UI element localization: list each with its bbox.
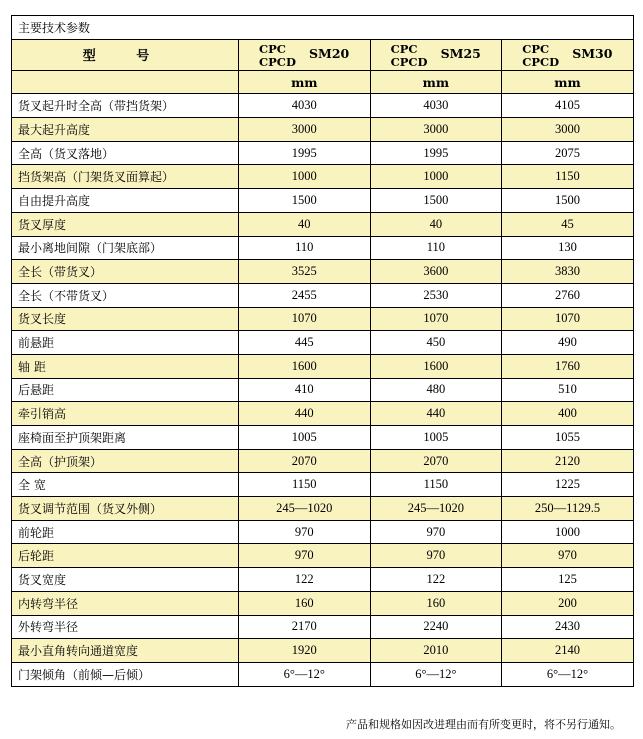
param-value: 2760 [502, 283, 634, 307]
param-value: 160 [239, 591, 371, 615]
param-name: 货叉长度 [12, 307, 239, 331]
param-value: 110 [370, 236, 502, 260]
param-value: 1225 [502, 473, 634, 497]
param-value: 1000 [502, 520, 634, 544]
param-value: 122 [239, 568, 371, 592]
param-value: 2455 [239, 283, 371, 307]
table-row [12, 189, 634, 213]
param-value: 1995 [370, 141, 502, 165]
param-value: 1150 [239, 473, 371, 497]
param-value: 6°—12° [502, 662, 634, 686]
table-row [12, 591, 634, 615]
table-row [12, 544, 634, 568]
param-value: 510 [502, 378, 634, 402]
param-name: 最小直角转向通道宽度 [12, 639, 239, 663]
param-value: 3525 [239, 260, 371, 284]
param-value: 45 [502, 212, 634, 236]
table-row [12, 165, 634, 189]
param-value: 440 [239, 402, 371, 426]
table-title: 主要技术参数 [12, 16, 634, 40]
model-code: SM25 [440, 45, 481, 61]
model-line2: CPCD [522, 54, 560, 69]
param-name: 自由提升高度 [12, 189, 239, 213]
model-code: SM20 [309, 45, 350, 61]
table-row [12, 94, 634, 118]
param-value: 125 [502, 568, 634, 592]
param-value: 2070 [370, 449, 502, 473]
param-value: 3830 [502, 260, 634, 284]
model-header-sm25 [370, 39, 502, 70]
param-name: 后悬距 [12, 378, 239, 402]
param-value: 2010 [370, 639, 502, 663]
param-name: 前悬距 [12, 331, 239, 355]
param-value: 250—1129.5 [502, 497, 634, 521]
param-value: 4030 [239, 94, 371, 118]
param-name: 全 宽 [12, 473, 239, 497]
param-value: 1005 [239, 426, 371, 450]
param-value: 1600 [239, 354, 371, 378]
param-value: 160 [370, 591, 502, 615]
param-value: 2240 [370, 615, 502, 639]
param-name: 最小离地间隙（门架底部） [12, 236, 239, 260]
type-label: 型 号 [12, 39, 239, 70]
unit-blank [12, 70, 239, 94]
param-value: 970 [370, 544, 502, 568]
param-value: 1920 [239, 639, 371, 663]
param-value: 1150 [370, 473, 502, 497]
param-value: 122 [370, 568, 502, 592]
param-value: 4105 [502, 94, 634, 118]
param-value: 2530 [370, 283, 502, 307]
param-name: 轴 距 [12, 354, 239, 378]
param-value: 1995 [239, 141, 371, 165]
param-value: 1070 [239, 307, 371, 331]
param-value: 40 [370, 212, 502, 236]
table-row [12, 354, 634, 378]
param-value: 2070 [239, 449, 371, 473]
param-name: 挡货架高（门架货叉面算起） [12, 165, 239, 189]
param-value: 970 [239, 544, 371, 568]
param-value: 3000 [502, 118, 634, 142]
param-value: 3000 [239, 118, 371, 142]
param-value: 970 [370, 520, 502, 544]
param-value: 6°—12° [239, 662, 371, 686]
model-line2: CPCD [390, 54, 428, 69]
model-line1: CPC [390, 41, 418, 56]
param-value: 4030 [370, 94, 502, 118]
param-value: 445 [239, 331, 371, 355]
param-value: 245—1020 [239, 497, 371, 521]
param-name: 最大起升高度 [12, 118, 239, 142]
table-row [12, 449, 634, 473]
param-name: 全长（不带货叉） [12, 283, 239, 307]
table-row [12, 118, 634, 142]
model-line2: CPCD [259, 54, 296, 69]
param-value: 1000 [370, 165, 502, 189]
param-name: 外转弯半径 [12, 615, 239, 639]
table-row [12, 212, 634, 236]
param-value: 400 [502, 402, 634, 426]
param-value: 1150 [502, 165, 634, 189]
unit-cell: mm [370, 70, 502, 94]
footer-note: 产品和规格如因改进理由而有所变更时，将不另行通知。 [346, 718, 621, 731]
param-value: 970 [239, 520, 371, 544]
param-value: 130 [502, 236, 634, 260]
param-value: 110 [239, 236, 371, 260]
param-value: 1760 [502, 354, 634, 378]
table-row [12, 568, 634, 592]
table-row [12, 473, 634, 497]
param-value: 1070 [370, 307, 502, 331]
param-value: 410 [239, 378, 371, 402]
param-name: 货叉调节范围（货叉外侧） [12, 497, 239, 521]
param-value: 1600 [370, 354, 502, 378]
unit-row [12, 70, 634, 94]
param-name: 全高（货叉落地） [12, 141, 239, 165]
table-row [12, 520, 634, 544]
param-name: 货叉宽度 [12, 568, 239, 592]
table-row [12, 378, 634, 402]
model-header-sm30 [502, 39, 634, 70]
unit-cell: mm [502, 70, 634, 94]
param-value: 40 [239, 212, 371, 236]
param-name: 后轮距 [12, 544, 239, 568]
param-value: 2430 [502, 615, 634, 639]
param-name: 前轮距 [12, 520, 239, 544]
param-value: 3000 [370, 118, 502, 142]
param-name: 货叉厚度 [12, 212, 239, 236]
table-row [12, 639, 634, 663]
table-row [12, 615, 634, 639]
param-value: 2075 [502, 141, 634, 165]
param-value: 3600 [370, 260, 502, 284]
model-header-sm20 [239, 39, 371, 70]
param-value: 1005 [370, 426, 502, 450]
param-value: 1070 [502, 307, 634, 331]
param-name: 门架倾角（前倾—后倾） [12, 662, 239, 686]
table-row [12, 331, 634, 355]
param-value: 1500 [370, 189, 502, 213]
param-value: 490 [502, 331, 634, 355]
param-value: 6°—12° [370, 662, 502, 686]
param-name: 全长（带货叉） [12, 260, 239, 284]
spec-table [11, 15, 634, 687]
table-row [12, 260, 634, 284]
param-name: 牵引销高 [12, 402, 239, 426]
param-value: 970 [502, 544, 634, 568]
param-value: 245—1020 [370, 497, 502, 521]
param-value: 2140 [502, 639, 634, 663]
model-code: SM30 [572, 45, 613, 61]
table-row [12, 662, 634, 686]
param-name: 内转弯半径 [12, 591, 239, 615]
param-value: 1500 [239, 189, 371, 213]
table-row [12, 307, 634, 331]
table-row [12, 402, 634, 426]
param-value: 200 [502, 591, 634, 615]
param-value: 480 [370, 378, 502, 402]
title-row [12, 16, 634, 40]
param-value: 1500 [502, 189, 634, 213]
model-line1: CPC [259, 41, 286, 56]
param-value: 1055 [502, 426, 634, 450]
table-row [12, 497, 634, 521]
param-value: 2170 [239, 615, 371, 639]
table-row [12, 426, 634, 450]
param-name: 货叉起升时全高（带挡货架） [12, 94, 239, 118]
table-row [12, 283, 634, 307]
table-row [12, 236, 634, 260]
unit-cell: mm [239, 70, 371, 94]
param-value: 1000 [239, 165, 371, 189]
param-value: 2120 [502, 449, 634, 473]
model-line1: CPC [522, 41, 550, 56]
param-value: 440 [370, 402, 502, 426]
param-name: 全高（护顶架） [12, 449, 239, 473]
param-name: 座椅面至护顶架距离 [12, 426, 239, 450]
model-row [12, 39, 634, 70]
param-value: 450 [370, 331, 502, 355]
table-row [12, 141, 634, 165]
